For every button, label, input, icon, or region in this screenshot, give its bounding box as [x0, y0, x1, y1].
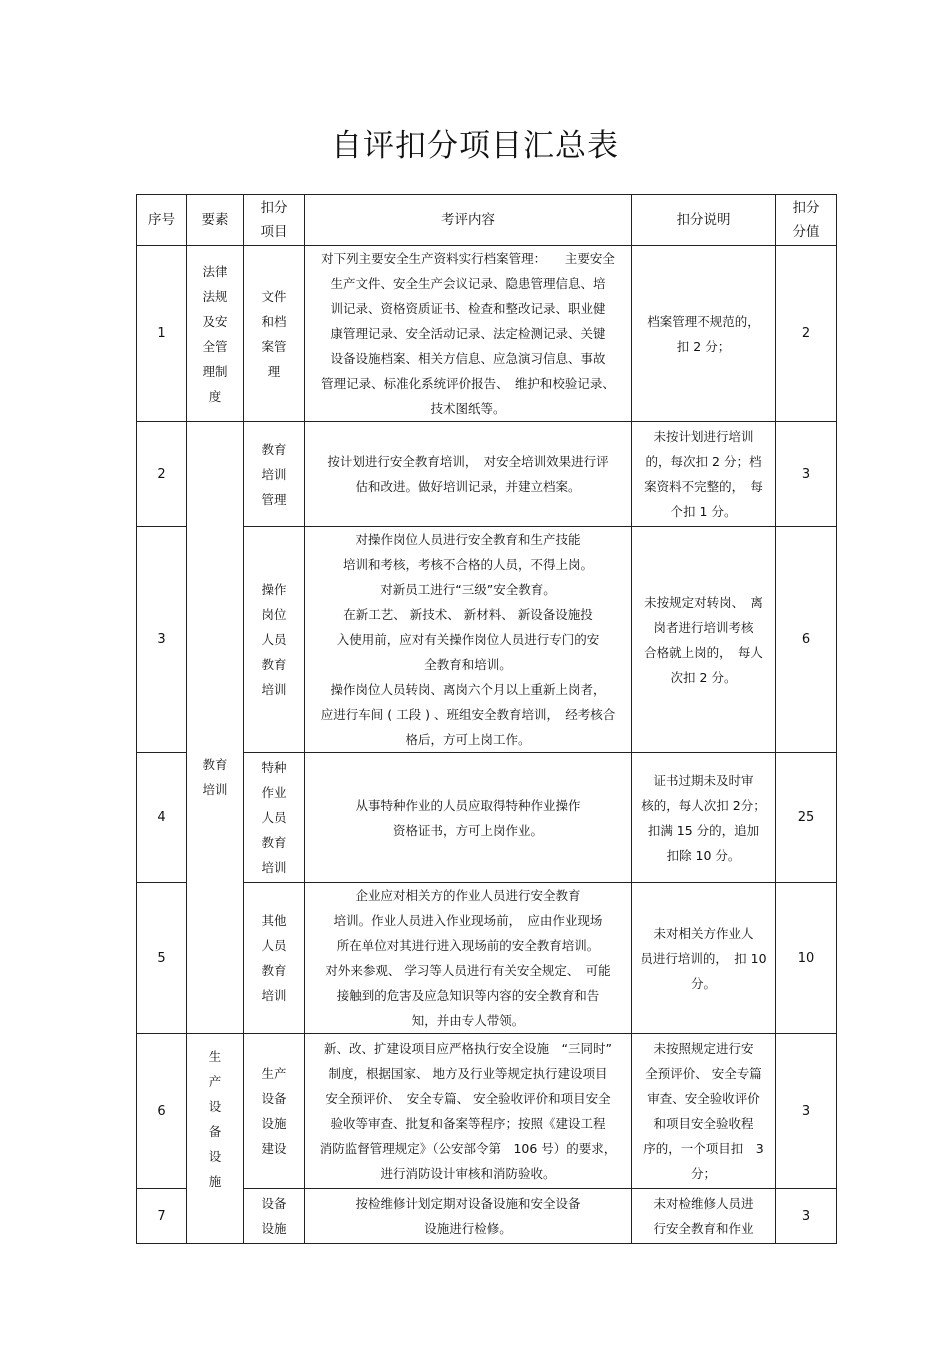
header-element: 要素 [187, 195, 244, 246]
page-title: 自评扣分项目汇总表 [331, 128, 619, 164]
row-item: 特种 作业 人员 教育 培训 [244, 753, 305, 883]
row-seq: 1 [137, 246, 187, 422]
header-row [137, 195, 837, 246]
header-content: 考评内容 [305, 195, 632, 246]
row-item: 生产 设备 设施 建设 [244, 1034, 305, 1189]
header-seq: 序号 [137, 195, 187, 246]
row-note: 未对相关方作业人 员进行培训的， 扣 10 分。 [632, 883, 776, 1034]
table-row [137, 1034, 837, 1189]
row-item: 教育 培训 管理 [244, 422, 305, 527]
row-seq: 4 [137, 753, 187, 883]
row-note: 未按计划进行培训 的，每次扣 2 分；档 案资料不完整的， 每 个扣 1 分。 [632, 422, 776, 527]
row-score: 10 [776, 883, 837, 1034]
row-item: 操作 岗位 人员 教育 培训 [244, 527, 305, 753]
row-score: 3 [776, 1189, 837, 1244]
row-note: 未按规定对转岗、 离 岗者进行培训考核 合格就上岗的， 每人 次扣 2 分。 [632, 527, 776, 753]
header-item: 扣分 项目 [244, 195, 305, 246]
row-note: 证书过期未及时审 核的，每人次扣 2分； 扣满 15 分的，追加 扣除 10 分。 [632, 753, 776, 883]
row-item: 文件 和档 案管 理 [244, 246, 305, 422]
element-training: 教育 培训 [187, 422, 244, 1034]
row-item: 其他 人员 教育 培训 [244, 883, 305, 1034]
table-row [137, 246, 837, 422]
row-seq: 3 [137, 527, 187, 753]
row-content: 按检维修计划定期对设备设施和安全设备 设施进行检修。 [305, 1189, 632, 1244]
element-equipment: 生 产 设 备 设 施 [187, 1034, 244, 1244]
row-content: 从事特种作业的人员应取得特种作业操作 资格证书，方可上岗作业。 [305, 753, 632, 883]
header-score: 扣分 分值 [776, 195, 837, 246]
element-law: 法律 法规 及安 全管 理制 度 [187, 246, 244, 422]
deduction-summary-table [136, 194, 837, 1244]
row-content: 新、改、扩建设项目应严格执行安全设施 “三同时” 制度，根据国家、 地方及行业等规定执行建设项目 安全预评价、 安全专篇、 安全验收评价和项目安全 验收等审查、批复和备案等程序；按照《建设工程 消防监督管理规定》（公安部令第 106 号）的要求， 进行消防设计审核和消防验收。 [305, 1034, 632, 1189]
row-seq: 7 [137, 1189, 187, 1244]
row-score: 3 [776, 1034, 837, 1189]
row-note: 档案管理不规范的， 扣 2 分； [632, 246, 776, 422]
row-item: 设备 设施 [244, 1189, 305, 1244]
row-score: 2 [776, 246, 837, 422]
row-content: 企业应对相关方的作业人员进行安全教育 培训。作业人员进入作业现场前， 应由作业现场 所在单位对其进行进入现场前的安全教育培训。 对外来参观、 学习等人员进行有关安全规定、 可能 接触到的危害及应急知识等内容的安全教育和告 知，并由专人带领。 [305, 883, 632, 1034]
table-row [137, 422, 837, 527]
row-seq: 2 [137, 422, 187, 527]
row-seq: 5 [137, 883, 187, 1034]
row-seq: 6 [137, 1034, 187, 1189]
row-content: 按计划进行安全教育培训， 对安全培训效果进行评 估和改进。做好培训记录，并建立档案。 [305, 422, 632, 527]
row-score: 6 [776, 527, 837, 753]
row-score: 25 [776, 753, 837, 883]
row-score: 3 [776, 422, 837, 527]
header-note: 扣分说明 [632, 195, 776, 246]
row-note: 未对检维修人员进 行安全教育和作业 [632, 1189, 776, 1244]
row-content: 对下列主要安全生产资料实行档案管理： 主要安全 生产文件、安全生产会议记录、隐患管理信息、培 训记录、资格资质证书、检查和整改记录、职业健 康管理记录、安全活动记录、法定检测记录、关键 设备设施档案、相关方信息、应急演习信息、事故 管理记录、标准化系统评价报告、 维护和校验记录、 技术图纸等。 [305, 246, 632, 422]
row-content: 对操作岗位人员进行安全教育和生产技能 培训和考核，考核不合格的人员，不得上岗。 对新员工进行“三级”安全教育。 在新工艺、 新技术、 新材料、 新设备设施投 入使用前，应对有关操作岗位人员进行专门的安 全教育和培训。 操作岗位人员转岗、离岗六个月以上重新上岗者， 应进行车间 ( 工段 ) 、班组安全教育培训， 经考核合 格后，方可上岗工作。 [305, 527, 632, 753]
row-note: 未按照规定进行安 全预评价、 安全专篇 审查、安全验收评价 和项目安全验收程 序的，一个项目扣 3 分； [632, 1034, 776, 1189]
